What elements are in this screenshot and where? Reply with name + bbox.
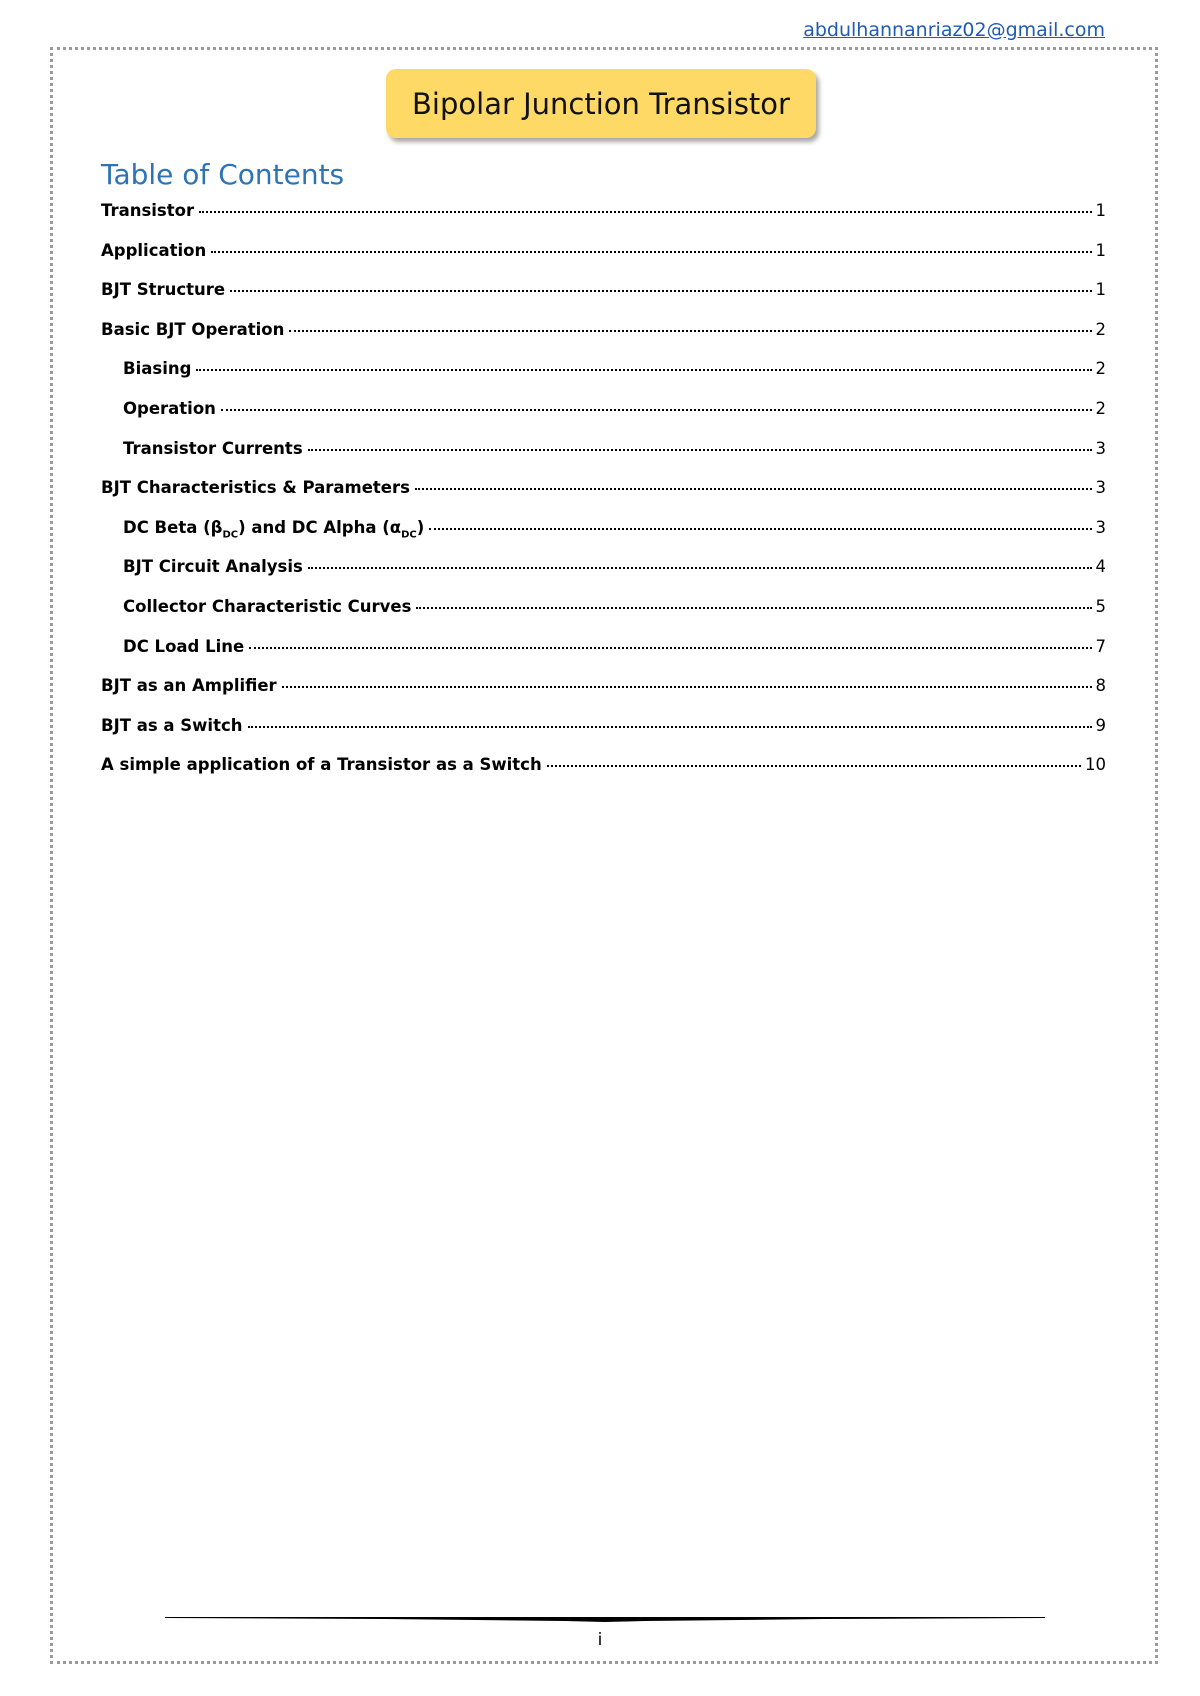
toc-entry-bjt-characteristics[interactable] <box>101 478 1106 518</box>
toc-entry-label: Basic BJT Operation <box>101 319 285 339</box>
toc-leader <box>308 449 1092 451</box>
toc-leader <box>282 686 1092 688</box>
toc-entry-label: Transistor <box>101 201 195 220</box>
toc-leader <box>199 211 1091 213</box>
toc-leader <box>211 251 1091 253</box>
toc-leader <box>416 607 1091 609</box>
toc-leader <box>289 330 1091 332</box>
toc-entry-page: 4 <box>1095 557 1106 577</box>
toc-entry-bjt-circuit-analysis[interactable] <box>101 557 1106 597</box>
toc-entry-page: 2 <box>1095 319 1106 339</box>
toc-entry-application[interactable] <box>101 241 1106 281</box>
toc-entry-label: Operation <box>123 398 216 418</box>
toc-leader <box>308 567 1092 569</box>
toc-entry-label: BJT as an Amplifier <box>101 676 277 696</box>
footer-divider <box>165 1613 1045 1623</box>
toc-leader <box>230 290 1091 292</box>
toc-entry-page: 5 <box>1095 596 1106 616</box>
toc-entry-label: DC Load Line <box>123 636 245 656</box>
toc-entry-page: 3 <box>1095 478 1106 498</box>
header-email-link[interactable]: abdulhannanriaz02@gmail.com <box>803 19 1105 41</box>
toc-entry-page: 2 <box>1095 398 1106 418</box>
toc-leader <box>429 528 1091 530</box>
toc-entry-label: DC Beta $(\beta_{DC})$ and DC Alpha $(\alpha_{DC})$ <box>123 517 425 541</box>
toc-entry-page: 3 <box>1095 517 1106 537</box>
toc-entry-page: 1 <box>1095 280 1106 300</box>
toc-entry-biasing[interactable] <box>101 359 1106 399</box>
document-title: Bipolar Junction Transistor <box>412 86 790 121</box>
toc-leader <box>249 647 1091 649</box>
toc-entry-label: BJT Structure <box>101 280 226 300</box>
toc-entry-page: 9 <box>1095 715 1106 735</box>
toc-entry-collector-curves[interactable] <box>101 597 1106 637</box>
toc-leader <box>415 488 1092 490</box>
toc-leader <box>248 726 1092 728</box>
toc-entry-label: BJT as a Switch <box>101 715 243 735</box>
toc-entry-label: BJT Characteristics & Parameters <box>101 478 410 498</box>
toc-entry-bjt-structure[interactable] <box>101 280 1106 320</box>
toc-entry-page: 7 <box>1095 636 1106 656</box>
toc-entry-simple-application[interactable] <box>101 755 1106 795</box>
toc-entry-page: 2 <box>1095 359 1106 379</box>
toc-entry-label: Biasing <box>123 359 192 379</box>
toc-entry-basic-bjt-operation[interactable] <box>101 320 1106 360</box>
title-box <box>386 69 816 138</box>
toc-entry-label: A simple application of a Transistor as a Switch <box>101 755 542 775</box>
toc-entry-label: BJT Circuit Analysis <box>123 557 303 577</box>
page-number: i <box>597 1630 603 1650</box>
toc-entry-operation[interactable] <box>101 399 1106 439</box>
toc-leader <box>221 409 1092 411</box>
toc-entry-page: 3 <box>1095 438 1106 458</box>
toc-entry-label: Application <box>101 240 207 260</box>
toc-entry-transistor[interactable] <box>101 201 1106 241</box>
toc-entry-dc-beta-alpha[interactable] <box>101 518 1106 558</box>
table-of-contents <box>101 201 1106 795</box>
toc-entry-transistor-currents[interactable] <box>101 439 1106 479</box>
toc-heading: Table of Contents <box>101 158 345 191</box>
toc-entry-page: 10 <box>1085 755 1106 775</box>
toc-entry-page: 8 <box>1095 676 1106 696</box>
toc-entry-dc-load-line[interactable] <box>101 637 1106 677</box>
toc-leader <box>196 369 1091 371</box>
toc-entry-page: 1 <box>1095 201 1106 220</box>
toc-entry-page: 1 <box>1095 240 1106 260</box>
toc-entry-label: Transistor Currents <box>123 438 303 458</box>
toc-entry-label: Collector Characteristic Curves <box>123 596 412 616</box>
toc-entry-bjt-amplifier[interactable] <box>101 676 1106 716</box>
toc-leader <box>547 765 1081 767</box>
toc-entry-bjt-switch[interactable] <box>101 716 1106 756</box>
